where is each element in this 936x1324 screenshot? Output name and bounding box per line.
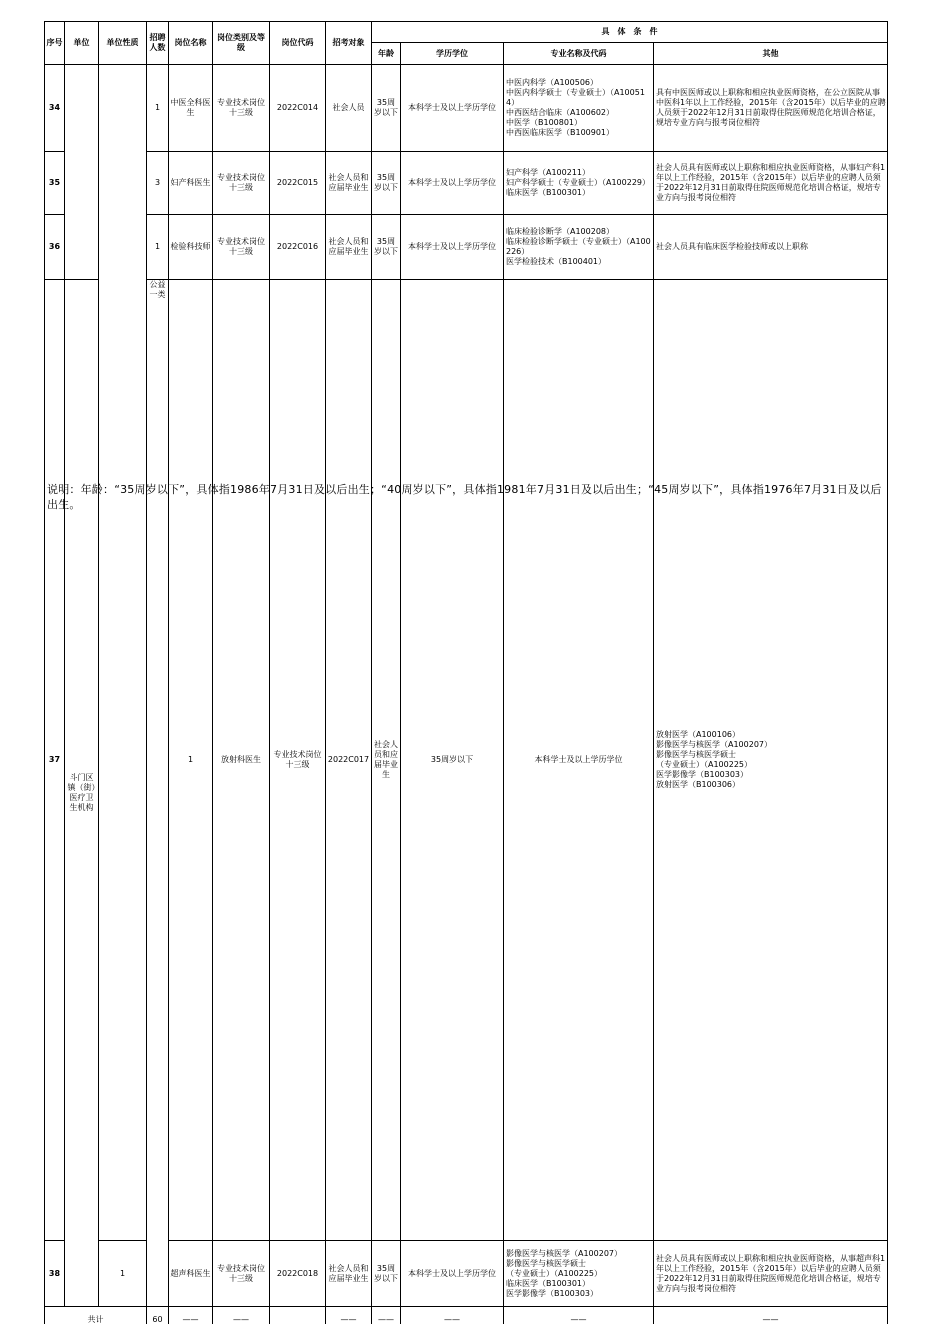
major-line: 临床医学（B100301） xyxy=(506,1279,652,1289)
recruitment-table xyxy=(44,21,888,1324)
table-row xyxy=(45,1241,888,1307)
header-post-level: 岗位类别及等级 xyxy=(213,22,270,65)
post-level-cell: 专业技术岗位十三级 xyxy=(213,1241,270,1307)
total-dash: —— xyxy=(654,1307,888,1324)
header-conditions: 具 体 条 件 xyxy=(372,22,888,43)
major-line: 中西医临床医学（B100901） xyxy=(506,128,652,138)
total-count: 60 xyxy=(147,1307,169,1324)
major-line: （专业硕士）（A100225） xyxy=(506,1269,652,1279)
header-age: 年龄 xyxy=(372,43,401,65)
age-cell: 35周岁以下 xyxy=(372,215,401,280)
major-cell xyxy=(654,280,888,1241)
table-row xyxy=(45,152,888,215)
post-name-cell: 超声科医生 xyxy=(169,1241,213,1307)
footnote: 说明：年龄：“35周岁以下”，具体指1986年7月31日及以后出生；“40周岁以下”，具体指1981年7月31日及以后出生；“45周岁以下”，具体指1976年7月31日及以后出生。 xyxy=(47,482,883,512)
major-line: 妇产科学（A100211） xyxy=(506,168,652,178)
seq-cell: 37 xyxy=(45,280,65,1241)
seq-cell: 35 xyxy=(45,152,65,215)
major-line: 医学影像学（B100303） xyxy=(506,1289,652,1299)
total-dash: —— xyxy=(401,1307,504,1324)
quota-cell: 3 xyxy=(147,152,169,215)
post-code-cell: 2022C017 xyxy=(326,280,372,1241)
post-name-cell: 妇产科医生 xyxy=(169,152,213,215)
post-level-cell: 专业技术岗位十三级 xyxy=(213,215,270,280)
major-line: 放射医学（B100306） xyxy=(656,780,886,790)
total-empty xyxy=(270,1307,326,1324)
seq-cell: 38 xyxy=(45,1241,65,1307)
table-row xyxy=(45,65,888,152)
seq-cell: 34 xyxy=(45,65,65,152)
unit-cell-lower: 斗门区镇（街）医疗卫生机构 xyxy=(65,280,99,1307)
major-line: 妇产科学硕士（专业硕士）（A100229） xyxy=(506,178,652,188)
header-degree: 学历学位 xyxy=(401,43,504,65)
header-unit-nature: 单位性质 xyxy=(99,22,147,65)
major-line: 临床检验诊断学硕士（专业硕士）（A100226） xyxy=(506,237,652,257)
other-cell: 具有中医医师或以上职称和相应执业医师资格，在公立医院从事中医科1年以上工作经验，2015年（含2015年）以后毕业的应聘人员须于2022年12月31日前取得住院医师规范化培训合格证，规培专业方向与报考岗位相符 xyxy=(654,65,888,152)
total-dash: —— xyxy=(213,1307,270,1324)
target-cell: 社会人员和应届毕业生 xyxy=(372,280,401,1241)
total-label: 共计 xyxy=(45,1307,147,1324)
post-code-cell: 2022C016 xyxy=(270,215,326,280)
header-seq: 序号 xyxy=(45,22,65,65)
target-cell: 社会人员和应届毕业生 xyxy=(326,215,372,280)
quota-cell: 1 xyxy=(99,1241,147,1307)
post-level-cell: 专业技术岗位十三级 xyxy=(213,152,270,215)
degree-cell: 本科学士及以上学历学位 xyxy=(401,215,504,280)
target-cell: 社会人员和应届毕业生 xyxy=(326,152,372,215)
degree-cell: 本科学士及以上学历学位 xyxy=(401,65,504,152)
major-line: 医学检验技术（B100401） xyxy=(506,257,652,267)
major-line: 影像医学与核医学硕士 xyxy=(506,1259,652,1269)
unit-cell-upper xyxy=(65,65,99,280)
post-code-cell: 2022C018 xyxy=(270,1241,326,1307)
degree-cell: 本科学士及以上学历学位 xyxy=(401,152,504,215)
other-cell: 社会人员具有临床医学检验技师或以上职称 xyxy=(654,215,888,280)
quota-cell: 1 xyxy=(169,280,213,1241)
major-line: （专业硕士）（A100225） xyxy=(656,760,886,770)
major-cell xyxy=(504,215,654,280)
total-dash: —— xyxy=(169,1307,213,1324)
post-level-cell: 专业技术岗位十三级 xyxy=(213,65,270,152)
major-line: 影像医学与核医学（A100207） xyxy=(506,1249,652,1259)
degree-cell: 本科学士及以上学历学位 xyxy=(504,280,654,1241)
major-line: 影像医学与核医学硕士 xyxy=(656,750,886,760)
seq-cell: 36 xyxy=(45,215,65,280)
major-line: 临床检验诊断学（A100208） xyxy=(506,227,652,237)
age-cell: 35周岁以下 xyxy=(401,280,504,1241)
table-row xyxy=(45,215,888,280)
major-line: 临床医学（B100301） xyxy=(506,188,652,198)
other-cell: 社会人员具有医师或以上职称和相应执业医师资格，从事超声科1年以上工作经验，2015年（含2015年）以后毕业的应聘人员须于2022年12月31日前取得住院医师规范化培训合格证，规培专业方向与报考岗位相符 xyxy=(654,1241,888,1307)
quota-cell: 1 xyxy=(147,215,169,280)
nature-cell-upper xyxy=(99,65,147,1241)
header-major: 专业名称及代码 xyxy=(504,43,654,65)
degree-cell: 本科学士及以上学历学位 xyxy=(401,1241,504,1307)
major-cell xyxy=(504,65,654,152)
header-post-code: 岗位代码 xyxy=(270,22,326,65)
header-unit: 单位 xyxy=(65,22,99,65)
total-dash: —— xyxy=(372,1307,401,1324)
header-post-name: 岗位名称 xyxy=(169,22,213,65)
major-line: 影像医学与核医学（A100207） xyxy=(656,740,886,750)
quota-cell: 1 xyxy=(147,65,169,152)
major-line: 医学影像学（B100303） xyxy=(656,770,886,780)
nature-cell-lower: 公益一类 xyxy=(147,280,169,1307)
major-line: 中西医结合临床（A100602） xyxy=(506,108,652,118)
major-line: 放射医学（A100106） xyxy=(656,730,886,740)
major-line: 中医学（B100801） xyxy=(506,118,652,128)
major-cell xyxy=(504,152,654,215)
age-cell: 35周岁以下 xyxy=(372,65,401,152)
total-dash: —— xyxy=(326,1307,372,1324)
other-cell: 社会人员具有医师或以上职称和相应执业医师资格，从事妇产科1年以上工作经验，2015年（含2015年）以后毕业的应聘人员须于2022年12月31日前取得住院医师规范化培训合格证，规培专业方向与报考岗位相符 xyxy=(654,152,888,215)
target-cell: 社会人员 xyxy=(326,65,372,152)
major-cell xyxy=(504,1241,654,1307)
post-code-cell: 2022C015 xyxy=(270,152,326,215)
age-cell: 35周岁以下 xyxy=(372,152,401,215)
post-name-cell: 中医全科医生 xyxy=(169,65,213,152)
age-cell: 35周岁以下 xyxy=(372,1241,401,1307)
header-quota: 招聘人数 xyxy=(147,22,169,65)
header-other: 其他 xyxy=(654,43,888,65)
total-dash: —— xyxy=(504,1307,654,1324)
post-level-cell: 专业技术岗位十三级 xyxy=(270,280,326,1241)
header-target: 招考对象 xyxy=(326,22,372,65)
post-name-cell: 放射科医生 xyxy=(213,280,270,1241)
major-line: 中医内科学硕士（专业硕士）（A100514） xyxy=(506,88,652,108)
major-line: 中医内科学（A100506） xyxy=(506,78,652,88)
post-code-cell: 2022C014 xyxy=(270,65,326,152)
target-cell: 社会人员和应届毕业生 xyxy=(326,1241,372,1307)
table-row xyxy=(45,280,888,1241)
total-row xyxy=(45,1307,888,1324)
post-name-cell: 检验科技师 xyxy=(169,215,213,280)
